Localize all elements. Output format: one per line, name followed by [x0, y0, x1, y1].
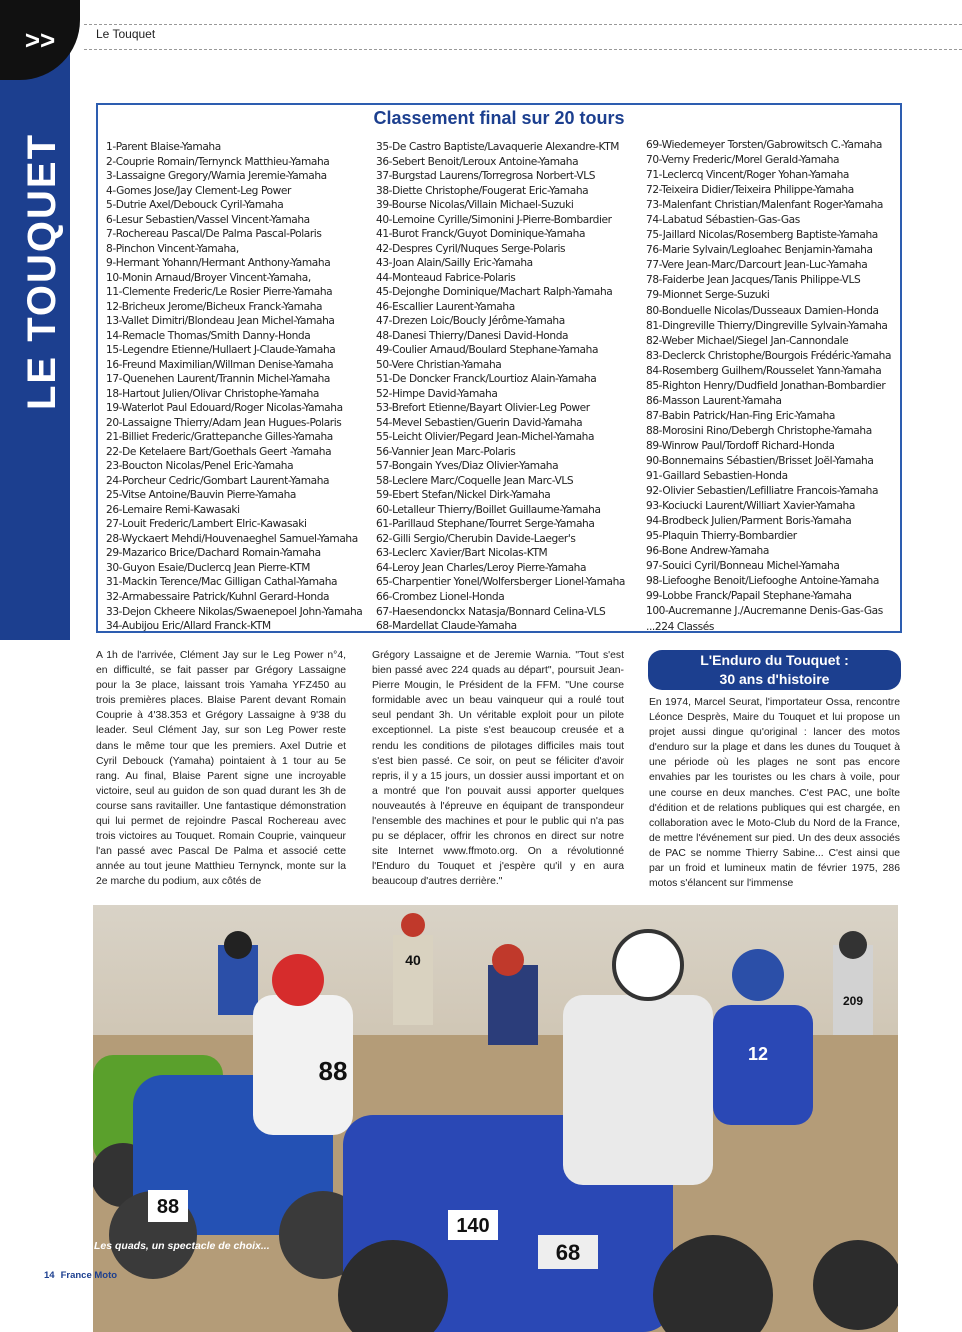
result-row: 56-Vannier Jean Marc-Polaris [376, 445, 516, 458]
result-row: 40-Lemoine Cyrille/Simonini J-Pierre-Bombardier [376, 213, 612, 226]
article-paragraph: Grégory Lassaigne et de Jeremie Warnia. "Tout s'est bien passé avec 224 quads au départ", poursuit Jean-Pierre Mougin, le Président de la FFM. "Une course formidable avec un beau vainqueur qui a roulé tout seul pendant 3h. Un véritable exploit pour un pilote exceptionnel. La piste s'est beaucoup creusée et a rendu les conditions de pilotages difficiles mais tout s'est bien passé. Ce soir, on peut se féliciter d'avoir repris, il y a 15 jours, un dossier aussi important et on a montré que l'on pouvait aussi apporter quelques nouveautés à l'épreuve en équipant de transpondeur l'ensemble des machines et pour le public qui n'a pas pu se déplacer, offrir les chronos en direct sur notre site Internet www.ffmoto.org. On a révolutionné l'Enduro du Touquet et j'espère qu'il y en aura beaucoup d'autres derrière." [372, 650, 624, 888]
result-row: 94-Brodbeck Julien/Parment Boris-Yamaha [646, 515, 852, 528]
result-row: 43-Joan Alain/Sailly Eric-Yamaha [376, 257, 533, 270]
page-footer [44, 1270, 117, 1281]
result-row: 26-Lemaire Remi-Kawasaki [106, 503, 240, 516]
result-row: 21-Billiet Frederic/Grattepanche Gilles-Yamaha [106, 431, 333, 444]
result-row: 99-Lobbe Franck/Papail Stephane-Yamaha [646, 590, 852, 603]
result-row: 19-Waterlot Paul Edouard/Roger Nicolas-Yamaha [106, 402, 343, 415]
result-row: 2-Couprie Romain/Ternynck Matthieu-Yamaha [106, 155, 330, 168]
enduro-heading-line-1: L'Enduro du Touquet : [700, 652, 849, 668]
result-row: 5-Dutrie Axel/Debouck Cyril-Yamaha [106, 199, 284, 212]
race-number: 209 [842, 994, 864, 1008]
result-row: 57-Bongain Yves/Diaz Olivier-Yamaha [376, 460, 559, 473]
result-row: 67-Haesendonckx Natasja/Bonnard Celina-VLS [376, 605, 606, 618]
result-row: 13-Vallet Dimitri/Blondeau Jean Michel-Yamaha [106, 315, 335, 328]
result-row: 38-Diette Christophe/Fougerat Eric-Yamaha [376, 184, 589, 197]
result-row: 51-De Doncker Franck/Lourtioz Alain-Yamaha [376, 373, 597, 386]
result-row: 35-De Castro Baptiste/Lavaquerie Alexandre-KTM [376, 141, 620, 153]
result-row: 25-Vitse Antoine/Bauvin Pierre-Yamaha [106, 489, 297, 502]
result-row: 91-Gaillard Sebastien-Honda [646, 470, 788, 483]
result-row: 96-Bone Andrew-Yamaha [646, 545, 769, 558]
result-row: 100-Aucremanne J./Aucremanne Denis-Gas-Gas [646, 605, 883, 618]
result-row: 29-Mazarico Brice/Dachard Romain-Yamaha [106, 547, 321, 560]
result-row: 27-Louit Frederic/Lambert Elric-Kawasaki [106, 518, 307, 531]
article-paragraph: En 1974, Marcel Seurat, l'importateur Ossa, rencontre Léonce Desprès, Maire du Touquet et lui propose un projet aussi dingue qu'original : lancer des motos d'enduro sur la plage et dans les dunes du Touquet à une période où les plages ne sont pas encore envahies par les touristes ou les chars à voile, pour une course en deux manches. C'est PAC, une boîte d'édition et de relations publiques qui est chargée, en collaboration avec le Moto-Club du Nord de la France, de mettre l'événement sur pied. Un des deux associés de PAC se nomme Thierry Sabine... C'est ainsi que par un froid et lumineux matin de février 1975, 286 motos s'élancent sur l'immense [649, 697, 900, 890]
result-row: 39-Bourse Nicolas/Villain Michael-Suzuki [376, 199, 574, 212]
article-column-1 [96, 648, 346, 890]
result-row: 59-Ebert Stefan/Nickel Dirk-Yamaha [376, 489, 551, 502]
results-column-1 [106, 140, 362, 634]
result-row: 62-Gilli Sergio/Cherubin Davide-Laeger's [376, 532, 576, 545]
result-row: 60-Letalleur Thierry/Boillet Guillaume-Yamaha [376, 503, 601, 516]
result-row: 71-Leclercq Vincent/Roger Yohan-Yamaha [646, 169, 849, 182]
result-row: 14-Remacle Thomas/Smith Danny-Honda [106, 329, 311, 342]
result-row: 33-Dejon Ckheere Nikolas/Swaenepoel John-Yamaha [106, 605, 363, 618]
result-row: 53-Brefort Etienne/Bayart Olivier-Leg Power [376, 402, 590, 415]
result-row: 17-Quenehen Laurent/Trannin Michel-Yamaha [106, 373, 330, 386]
result-row: 44-Monteaud Fabrice-Polaris [376, 271, 516, 284]
result-row: 69-Wiedemeyer Torsten/Gabrowitsch C.-Yamaha [646, 139, 883, 151]
result-row: 7-Rochereau Pascal/De Palma Pascal-Polaris [106, 228, 322, 241]
side-title: LE TOUQUET [20, 132, 64, 410]
result-row: 22-De Ketelaere Bart/Goethals Geert -Yamaha [106, 445, 332, 458]
result-row: 79-Mionnet Serge-Suzuki [646, 289, 770, 302]
result-row: 24-Porcheur Cedric/Gombart Laurent-Yamaha [106, 474, 330, 487]
result-row: 55-Leicht Olivier/Pegard Jean-Michel-Yamaha [376, 431, 595, 444]
result-row: 52-Himpe David-Yamaha [376, 387, 498, 400]
race-number: 140 [456, 1215, 490, 1237]
result-row: 65-Charpentier Yonel/Wolfersberger Lionel-Yamaha [376, 576, 626, 589]
result-row: 34-Aubijou Eric/Allard Franck-KTM [106, 620, 271, 633]
result-row: 70-Verny Frederic/Morel Gerald-Yamaha [646, 154, 840, 167]
page-number: 14 [44, 1270, 55, 1281]
enduro-history-heading [648, 650, 901, 690]
result-row: 18-Hartout Julien/Olivar Christophe-Yamaha [106, 387, 320, 400]
result-row: 4-Gomes Jose/Jay Clement-Leg Power [106, 184, 291, 197]
result-row: 84-Rosemberg Guilhem/Rousselet Yann-Yamaha [646, 364, 882, 377]
race-photo [93, 905, 898, 1332]
result-row: 66-Crombez Lionel-Honda [376, 590, 505, 603]
arrow-icon: >> [0, 0, 80, 80]
result-row: 88-Morosini Rino/Debergh Christophe-Yamaha [646, 424, 872, 437]
result-row: 31-Mackin Terence/Mac Gilligan Cathal-Yamaha [106, 576, 338, 589]
result-row: 49-Coulier Arnaud/Boulard Stephane-Yamaha [376, 344, 599, 357]
result-row: 83-Declerck Christophe/Bourgois Frédéric-Yamaha [646, 349, 892, 362]
result-row: 86-Masson Laurent-Yamaha [646, 394, 782, 407]
result-row: 63-Leclerc Xavier/Bart Nicolas-KTM [376, 547, 548, 560]
result-row: 98-Liefooghe Benoit/Liefooghe Antoine-Yamaha [646, 575, 879, 588]
race-number: 12 [747, 1044, 769, 1064]
result-row: 45-Dejonghe Dominique/Machart Ralph-Yamaha [376, 286, 613, 299]
results-column-2 [376, 140, 625, 634]
result-row: 97-Souici Cyril/Bonneau Michel-Yamaha [646, 560, 840, 573]
result-row: 90-Bonnemains Sébastien/Brisset Joël-Yamaha [646, 454, 874, 467]
header-rule [84, 24, 962, 50]
result-row: 8-Pinchon Vincent-Yamaha, [106, 242, 239, 255]
race-number: 88 [318, 1056, 348, 1086]
result-row: 42-Despres Cyril/Nuques Serge-Polaris [376, 242, 566, 255]
photo-caption: Les quads, un spectacle de choix... [94, 1240, 270, 1252]
quad-race-illustration [93, 905, 898, 1332]
result-row: 80-Bonduelle Nicolas/Dusseaux Damien-Honda [646, 304, 879, 317]
result-row: 81-Dingreville Thierry/Dingreville Sylvain-Yamaha [646, 319, 888, 332]
article-paragraph: A 1h de l'arrivée, Clément Jay sur le Leg Power n°4, en difficulté, se fait passer par Grégory Lassaigne pour la 3e place, laissant trois Yamaha YFZ450 au trois premières places. Blaise Parent devant Romain Couprie à 4'38.353 et Grégory Lassaigne à 9'38 du leader. Seul Clément Jay, sur son Leg Power reste dans le même tour que les premiers. Axel Dutrie et Cyril Debouck (Yamaha) pointaient à 1 tour au 5e rang. Au final, Blaise Parent signe une incroyable victoire, seul au guidon de son quad durant les 3h de course sans ravitailler. Une fantastique démonstration qui lui permet de rejoindre Pascal Rochereau avec trois victoires au Touquet. Romain Couprie, vainqueur l'an passé avec Pascal De Palma et associé cette année au tout jeune Matthieu Ternynck, monte sur la 2e marche du podium, aux côtés de [96, 650, 346, 888]
results-title: Classement final sur 20 tours [373, 108, 625, 128]
result-row: 73-Malenfant Christian/Malenfant Roger-Yamaha [646, 199, 884, 212]
result-row: 37-Burgstad Laurens/Torregrosa Norbert-VLS [376, 170, 596, 183]
result-row: 87-Babin Patrick/Han-Fing Eric-Yamaha [646, 409, 835, 422]
result-row: 89-Winrow Paul/Tordoff Richard-Honda [646, 439, 835, 452]
result-row: 9-Hermant Yohann/Hermant Anthony-Yamaha [106, 257, 331, 270]
result-row: 58-Leclere Marc/Coquelle Jean Marc-VLS [376, 474, 574, 487]
result-row: 74-Labatud Sébastien-Gas-Gas [646, 214, 800, 227]
results-box [96, 103, 902, 633]
enduro-heading-line-2: 30 ans d'histoire [719, 671, 830, 687]
result-row: 1-Parent Blaise-Yamaha [106, 141, 221, 153]
result-row: 23-Boucton Nicolas/Penel Eric-Yamaha [106, 460, 294, 473]
result-row: 20-Lassaigne Thierry/Adam Jean Hugues-Polaris [106, 416, 342, 429]
result-row: 48-Danesi Thierry/Danesi David-Honda [376, 329, 569, 342]
result-row: 47-Drezen Loic/Boucly Jérôme-Yamaha [376, 315, 565, 328]
result-row: 12-Bricheux Jerome/Bicheux Franck-Yamaha [106, 300, 323, 313]
result-row: 50-Vere Christian-Yamaha [376, 358, 502, 371]
result-row: 78-Faiderbe Jean Jacques/Tanis Philippe-VLS [646, 274, 861, 287]
race-number: 40 [405, 952, 421, 968]
result-row: 61-Parillaud Stephane/Tourret Serge-Yamaha [376, 518, 595, 531]
result-row: 41-Burot Franck/Guyot Dominique-Yamaha [376, 228, 586, 241]
result-row: 54-Mevel Sebastien/Guerin David-Yamaha [376, 416, 583, 429]
result-row: 72-Teixeira Didier/Teixeira Philippe-Yamaha [646, 184, 854, 197]
result-row: 82-Weber Michael/Siegel Jan-Cannondale [646, 334, 849, 347]
result-row: ...224 Classés [646, 620, 714, 633]
result-row: 64-Leroy Jean Charles/Leroy Pierre-Yamaha [376, 561, 587, 574]
race-number: 88 [156, 1196, 180, 1218]
article-column-3 [649, 695, 900, 891]
result-row: 93-Kociucki Laurent/Williart Xavier-Yamaha [646, 500, 855, 513]
result-row: 95-Plaquin Thierry-Bombardier [646, 530, 797, 543]
result-row: 68-Mardellat Claude-Yamaha [376, 620, 517, 633]
race-number: 68 [555, 1240, 581, 1265]
result-row: 76-Marie Sylvain/Legloahec Benjamin-Yamaha [646, 244, 873, 257]
result-row: 32-Armabessaire Patrick/Kuhnl Gerard-Honda [106, 590, 330, 603]
result-row: 16-Freund Maximilian/Willman Denise-Yamaha [106, 358, 334, 371]
result-row: 46-Escallier Laurent-Yamaha [376, 300, 515, 313]
result-row: 77-Vere Jean-Marc/Darcourt Jean-Luc-Yamaha [646, 259, 868, 272]
results-column-3 [646, 138, 891, 635]
result-row: 75-Jaillard Nicolas/Rosemberg Baptiste-Yamaha [646, 229, 878, 242]
result-row: 92-Olivier Sebastien/Lefilliatre Francois-Yamaha [646, 485, 879, 498]
result-row: 85-Righton Henry/Dudfield Jonathan-Bombardier [646, 379, 886, 392]
result-row: 36-Sebert Benoit/Leroux Antoine-Yamaha [376, 155, 579, 168]
result-row: 3-Lassaigne Gregory/Warnia Jeremie-Yamaha [106, 170, 327, 183]
result-row: 10-Monin Arnaud/Broyer Vincent-Yamaha, [106, 271, 311, 284]
result-row: 11-Clemente Frederic/Le Rosier Pierre-Yamaha [106, 286, 333, 299]
magazine-name: France Moto [60, 1270, 118, 1281]
result-row: 30-Guyon Esaie/Duclercq Jean Pierre-KTM [106, 561, 310, 574]
result-row: 6-Lesur Sebastien/Vassel Vincent-Yamaha [106, 213, 310, 226]
result-row: 15-Legendre Etienne/Hullaert J-Claude-Yamaha [106, 344, 336, 357]
article-column-2 [372, 648, 624, 890]
section-label: Le Touquet [96, 27, 156, 41]
result-row: 28-Wyckaert Mehdi/Houvenaeghel Samuel-Yamaha [106, 532, 358, 545]
